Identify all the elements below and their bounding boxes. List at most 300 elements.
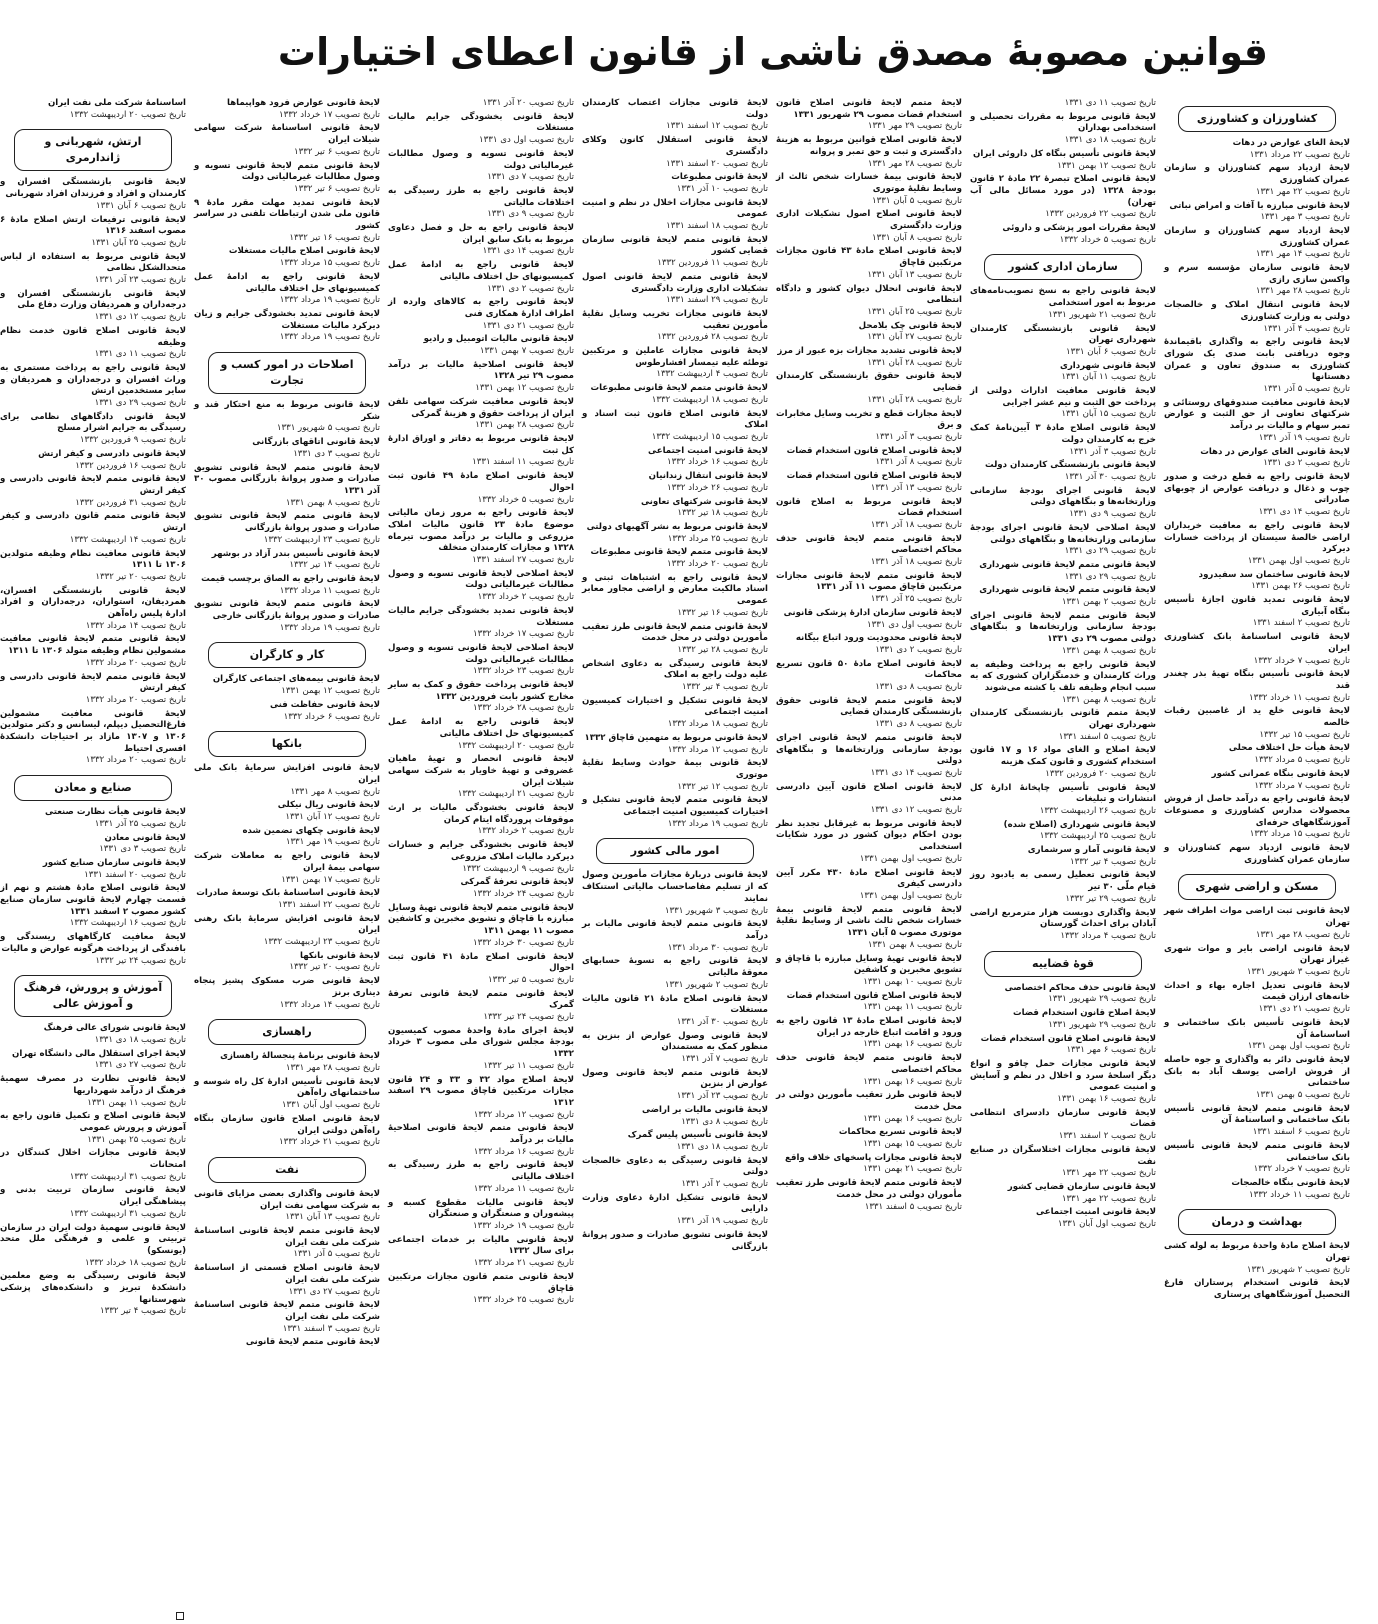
approval-date: تاریخ تصویب ۱۶ مرداد ۱۳۳۲ — [473, 1146, 574, 1157]
approval-date: تاریخ تصویب ۲۵ آذر ۱۳۳۱ — [870, 594, 962, 605]
text-column — [776, 98, 962, 1598]
law-title: لایحۀ قانونی متمم لایحۀ قانونی سازمان قضایی کشور — [582, 234, 768, 257]
law-title: لایحۀ قانونی متمم لایحۀ قانونی اصلاحیۀ مالیات بر درآمد — [388, 1123, 574, 1146]
section-heading: بانکها — [208, 731, 366, 757]
law-title: لایحۀ قانونی متمم لایحۀ قانونی حقوق بازنشستگی کارمندان قضایی — [776, 695, 962, 718]
approval-date: تاریخ تصویب ۱۴ مرداد ۱۳۳۲ — [279, 999, 380, 1010]
approval-date: تاریخ تصویب ۱۱ مرداد ۱۳۳۲ — [473, 1183, 574, 1194]
law-title: لایحۀ قانونی محدودیت ورود اتباع بیگانه — [795, 633, 962, 644]
law-title: لایحۀ قانونی مجازات اخلال کنندگان در امتحانات — [0, 1148, 186, 1171]
law-title: لایحۀ قانونی اصلاح قانون سازمان بنگاه راه‌آهن دولتی ایران — [194, 1113, 380, 1136]
law-title: لایحۀ قانونی سازمان دادسرای انتظامی قضات — [970, 1107, 1156, 1130]
law-title: لایحۀ قانونی متمم لایحۀ قانونی اجرای بودجۀ سازمانی وزارتخانه‌ها و بنگاههای دولتی مصوب ۲۹ دی ۱۳۳۱ — [970, 610, 1156, 645]
approval-date: تاریخ تصویب ۲۰ تیر ۱۳۳۲ — [289, 962, 380, 973]
law-title: لایحۀ قانونی افزایش سرمایۀ بانک رهنی ایران — [194, 913, 380, 936]
section-heading: ارتش، شهربانی و ژاندارمری — [14, 129, 172, 171]
law-title: لایحۀ قانونی بازنشستگی افسران و کارمندان و افراد و فرزندان افراد شهربانی — [0, 177, 186, 200]
approval-date: تاریخ تصویب ۱۶ خرداد ۱۳۳۲ — [667, 457, 768, 468]
approval-date: تاریخ تصویب ۲۹ شهریور ۱۳۳۱ — [1048, 994, 1156, 1005]
approval-date: تاریخ تصویب ۲۴ تیر ۱۳۳۲ — [95, 955, 186, 966]
law-title: لایحۀ قانونی معافیت نظام وظیفه متولدین ۱۳۰۶ تا ۱۳۱۱ — [0, 548, 186, 571]
law-title: لایحۀ قانونی وصول عوارض از بنزین به منظور کمک به مستمندان — [582, 1030, 768, 1053]
approval-date: تاریخ تصویب ۱۱ خرداد ۱۳۳۲ — [1249, 1189, 1350, 1200]
law-title: لایحۀ قانونی اصلاح قانون استخدام قضات — [786, 990, 962, 1001]
approval-date: تاریخ تصویب ۱۹ آذر ۱۳۳۱ — [1258, 432, 1350, 443]
approval-date: تاریخ تصویب اول بهمن ۱۳۳۱ — [1247, 1041, 1350, 1052]
approval-date: تاریخ تصویب ۲ آذر ۱۳۳۱ — [681, 1179, 768, 1190]
law-title: لایحۀ قانونی اساسنامۀ شرکت سهامی شیلات ایران — [194, 123, 380, 146]
approval-date: تاریخ تصویب ۱۲ دی ۱۳۳۱ — [870, 805, 962, 816]
law-title: لایحۀ قانونی بازنشستگی کارمندان شهرداری تهران — [970, 323, 1156, 346]
law-title: لایحۀ قانونی دائر به واگذاری و جوه حاصله از فروش اراضی یوسف آباد به بانک ساختمانی — [1164, 1054, 1350, 1089]
corner-square-icon — [176, 1612, 184, 1620]
approval-date: تاریخ تصویب ۵ آبان ۱۳۳۱ — [872, 195, 962, 206]
law-title: لایحۀ قانونی تمدید بخشودگی جرایم مالیات مستغلات — [388, 605, 574, 628]
law-title: لایحۀ قانونی مالیات بر اراضی — [642, 1104, 768, 1115]
law-title: لایحۀ قانونی خلع ید از غاصبین رقبات خالصه — [1164, 706, 1350, 729]
approval-date: تاریخ تصویب ۵ خرداد ۱۳۳۲ — [1059, 234, 1156, 245]
columns-container — [0, 98, 1350, 1598]
law-title: لایحۀ قانونی اصلاح قسمتی از اساسنامۀ شرکت ملی نفت ایران — [194, 1263, 380, 1285]
approval-date: تاریخ تصویب ۲۱ شهریور ۱۳۳۱ — [1048, 309, 1156, 320]
approval-date: تاریخ تصویب ۱۶ بهمن ۱۳۳۱ — [863, 1076, 962, 1087]
law-title: لایحۀ قانونی مربوط به اصلاح قانون استخدام قضات — [776, 496, 962, 519]
law-title: لایحۀ قانونی راجع به پرداخت وظیفه به وراث کارمندان و خدمتگزاران کشوری که به سبب انجام وظیفه تلف یا کشته می‌شوند — [970, 659, 1156, 693]
law-title: لایحۀ هیأت حل اختلاف محلی — [1228, 743, 1350, 754]
approval-date: تاریخ تصویب ۱۱ خرداد ۱۳۳۲ — [1249, 692, 1350, 703]
law-title: لایحۀ قانونی اجرای بودجۀ سازمانی وزارتخانه‌ها و بنگاههای دولتی — [970, 485, 1156, 508]
law-title: لایحۀ قانونی بخشودگی مالیات بر ارث موقوفات پروردگاه ایتام کرمان — [388, 803, 574, 825]
approval-date: تاریخ تصویب ۱۸ اردیبهشت ۱۳۳۲ — [651, 394, 768, 405]
law-title: لایحۀ قانونی بازنشستگی افسران، همردیفان، استواران، درجه‌داران و افراد ادارۀ پلیس راه‌آهن — [0, 585, 186, 620]
approval-date: تاریخ تصویب ۱۲ آبان ۱۳۳۱ — [285, 812, 380, 823]
law-title: لایحۀ قانونی معافیت مشمولین فارغ‌التحصیل دیپلم، لیسانس و دکتر متولدین ۱۳۰۶ و ۱۳۰۷ مازاد بر احتیاجات دانشکدۀ افسری احتیاط — [0, 708, 186, 754]
approval-date: تاریخ تصویب ۳۱ فروردین ۱۳۳۲ — [75, 497, 186, 508]
approval-date: تاریخ تصویب ۱۱ بهمن ۱۳۳۱ — [863, 1002, 962, 1013]
approval-date: تاریخ تصویب ۲۹ دی ۱۳۳۱ — [1064, 546, 1156, 557]
approval-date: تاریخ تصویب ۱۲ مرداد ۱۳۳۲ — [667, 744, 768, 755]
law-title: لایحۀ قانونی چکهای تضمین شده — [242, 825, 380, 836]
law-title: اساسنامۀ شرکت ملی نفت ایران — [47, 98, 186, 108]
law-title: لایحۀ واگذاری دویست هزار مترمربع اراضی آبادان برای احداث گورستان — [970, 907, 1156, 930]
approval-date: تاریخ تصویب ۲۰ مرداد ۱۳۳۲ — [85, 755, 186, 766]
approval-date: تاریخ تصویب ۴ مرداد ۱۳۳۲ — [1060, 931, 1156, 941]
approval-date: تاریخ تصویب ۲۹ اسفند ۱۳۳۱ — [666, 295, 768, 306]
approval-date: تاریخ تصویب ۷ مرداد ۱۳۳۲ — [1254, 780, 1350, 791]
law-title: لایحۀ قانونی تمدید قانون اجازۀ تأسیس بنگاه آبیاری — [1164, 595, 1350, 617]
approval-date: تاریخ تصویب ۲۱ دی ۱۳۳۱ — [1258, 1004, 1350, 1015]
law-title: لایحۀ قانونی عوارض فرود هواپیماها — [226, 98, 380, 108]
law-title: لایحۀ قانونی متمم لایحۀ قانونی مالیات بر درآمد — [582, 919, 768, 941]
approval-date: تاریخ تصویب ۲۰ تیر ۱۳۳۲ — [95, 571, 186, 582]
law-title: لایحۀ قانونی متمم لایحۀ قانونی مطبوعات — [590, 383, 768, 394]
law-title: لایحۀ قانونی مربوط به استفاده از لباس متحدالشکل نظامی — [0, 251, 186, 274]
law-title: لایحۀ قانونی راجع به قطع درخت و صدور چوب و ذغال و دریافت عوارض از چوبهای صادراتی — [1164, 471, 1350, 506]
law-title: لایحۀ قانونی متمم لایحۀ قانونی بیمۀ خسارات شخص ثالث ناشی از وسایط نقلیۀ موتوری مصوب ۵ آبان ۱۳۳۱ — [776, 904, 962, 939]
law-title: لایحۀ قانونی بخشودگی جرایم مالیات مستغلات — [388, 111, 574, 134]
law-title: لایحۀ قانونی اصلاح قانون ثبت اسناد و املاک — [582, 408, 768, 431]
approval-date: تاریخ تصویب ۲ خرداد ۱۳۳۲ — [477, 592, 574, 603]
approval-date: تاریخ تصویب ۱۸ تیر ۱۳۳۲ — [677, 508, 768, 519]
approval-date: تاریخ تصویب ۲۹ مهر ۱۳۳۱ — [867, 121, 962, 132]
approval-date: تاریخ تصویب ۱۲ بهمن ۱۳۳۱ — [281, 686, 380, 697]
approval-date: تاریخ تصویب ۲۵ مرداد ۱۳۳۲ — [667, 533, 768, 544]
approval-date: تاریخ تصویب ۶ خرداد ۱۳۳۲ — [283, 711, 380, 722]
law-title: لایحۀ قانونی ضرب مسکوک پشیز پنجاه دیناری برنز — [194, 976, 380, 998]
approval-date: تاریخ تصویب ۲۴ خرداد ۱۳۳۲ — [473, 889, 574, 899]
law-title: لایحۀ قانونی اراضی بایر و موات شهری غیراز تهران — [1164, 943, 1350, 966]
approval-date: تاریخ تصویب ۲۴ تیر ۱۳۳۲ — [483, 1012, 574, 1023]
approval-date: تاریخ تصویب ۹ دی ۱۳۳۱ — [1069, 509, 1156, 520]
approval-date: تاریخ تصویب ۱۶ فروردین ۱۳۳۲ — [75, 460, 186, 471]
approval-date: تاریخ تصویب ۸ بهمن ۱۳۳۱ — [1061, 645, 1156, 656]
law-title: لایحۀ قانونی متمم لایحۀ قانونی تأسیس بانک ساختمانی — [1164, 1140, 1350, 1163]
law-title: لایحۀ قانونی بخشودگی جرایم و خسارات دیرکرد مالیات املاک مزروعی — [388, 840, 574, 862]
approval-date: تاریخ تصویب ۸ آذر ۱۳۳۱ — [875, 457, 962, 468]
approval-date: تاریخ تصویب ۲ دی ۱۳۳۱ — [875, 644, 962, 655]
law-title: لایحۀ قانونی اصلاح قانون استخدام قضات — [786, 471, 962, 482]
law-title: لایحۀ الغای عوارض در دهات — [1232, 138, 1350, 148]
law-title: لایحۀ قانونی اصلاح مادۀ ۴۳۰ مکرر آیین دادرسی کیفری — [776, 867, 962, 890]
law-title: لایحۀ قانونی متمم لایحۀ قانونی تأسیس بانک ساختمانی و اساسنامۀ آن — [1164, 1103, 1350, 1126]
approval-date: تاریخ تصویب ۱۹ مرداد ۱۳۳۲ — [279, 332, 380, 343]
law-title: لایحۀ قانونی راجع به مرور زمان مالیاتی موضوع مادۀ ۲۳ قانون مالیات املاک مزروعی و مالیات بر درآمد مصوب تیرماه ۱۳۲۸ و مجازات کارمندان متخلف — [388, 508, 574, 554]
approval-date: تاریخ تصویب ۲ دی ۱۳۳۱ — [487, 283, 574, 294]
law-title: لایحۀ اجرای مادۀ واحدۀ مصوب کمیسیون بودجۀ مجلس شورای ملی مصوب ۳ خرداد ۱۳۳۲ — [388, 1025, 574, 1060]
approval-date: تاریخ تصویب اول دی ۱۳۳۱ — [479, 135, 574, 146]
law-title: لایحۀ قانونی مالیات اتومبیل و رادیو — [423, 334, 574, 345]
law-title: لایحۀ قانونی مربوط به متهمین قاچاق ۱۳۳۲ — [584, 732, 768, 743]
law-title: لایحۀ قانونی رسیدگی به وضع معلمین دانشکدۀ تبریز و دانشکده‌های پزشکی شهرستانها — [0, 1271, 186, 1305]
law-title: لایحۀ قانونی تهیۀ وسایل مبارزه با قاچاق و تشویق مخبرین و کاشفین — [776, 953, 962, 976]
law-title: لایحۀ قانونی ترفیعات ارتش اصلاح مادۀ ۶ مصوب اسفند ۱۳۱۶ — [0, 214, 186, 237]
approval-date: تاریخ تصویب ۱۷ خرداد ۱۳۳۲ — [279, 109, 380, 120]
law-title: لایحۀ قانونی ازدیاد سهم کشاورزان و سازمان عمران کشاورزی — [1164, 843, 1350, 865]
law-title: لایحۀ قانونی معافیت شرکت سهامی تلفن ایران از پرداخت حقوق و هزینۀ گمرکی — [388, 396, 574, 419]
law-title: لایحۀ قانونی مجازات عاملین و مرتکبین توطئه علیه تیمسار افشارطوس — [582, 346, 768, 368]
law-title: لایحۀ متمم لایحۀ قانونی اصلاح قانون استخدام قضات مصوب ۲۹ شهریور ۱۳۳۱ — [776, 98, 962, 120]
approval-date: تاریخ تصویب ۷ خرداد ۱۳۳۲ — [1253, 1164, 1350, 1175]
law-title: لایحۀ قانونی تأسیس بانک ساختمانی و اساسنامۀ آن — [1164, 1017, 1350, 1040]
approval-date: تاریخ تصویب ۲۷ اسفند ۱۳۳۱ — [472, 555, 574, 566]
approval-date: تاریخ تصویب ۱۸ مرداد ۱۳۳۲ — [667, 719, 768, 730]
section-heading: امور مالی کشور — [596, 838, 754, 864]
law-title: لایحۀ قانونی مجازات اعتصاب کارمندان دولت — [582, 98, 768, 120]
approval-date: تاریخ تصویب ۱۶ بهمن ۱۳۳۱ — [863, 1039, 962, 1050]
approval-date: تاریخ تصویب ۱۳ آبان ۱۳۳۱ — [285, 1212, 380, 1223]
law-title: لایحۀ قانونی متمم لایحۀ قانونی شهرداری — [979, 559, 1156, 570]
approval-date: تاریخ تصویب ۶ تیر ۱۳۳۲ — [294, 146, 380, 157]
approval-date: تاریخ تصویب ۱۳ آذر ۱۳۳۱ — [870, 482, 962, 493]
approval-date: تاریخ تصویب ۷ بهمن ۱۳۳۱ — [479, 346, 574, 357]
approval-date: تاریخ تصویب ۲۸ مهر ۱۳۳۱ — [1255, 929, 1350, 940]
law-title: لایحۀ قانونی معافیت صندوقهای روستائی و شرکتهای تعاونی از حق الثبت و عوارض تمبر سهام و مالیات بر درآمد — [1164, 397, 1350, 432]
law-title: لایحۀ ازدیاد سهم کشاورزان و سازمان عمران کشاورزی — [1164, 225, 1350, 248]
approval-date: تاریخ تصویب ۲۶ اردیبهشت ۱۳۳۲ — [1039, 805, 1156, 816]
approval-date: تاریخ تصویب ۲۹ دی ۱۳۳۱ — [94, 398, 186, 409]
approval-date: تاریخ تصویب ۶ آبان ۱۳۳۱ — [96, 200, 186, 211]
approval-date: تاریخ تصویب ۱۷ خرداد ۱۳۳۲ — [473, 629, 574, 640]
law-title: لایحۀ قانونی مربوط به دفاتر و اوراق ادارۀ کل ثبت — [388, 433, 574, 456]
approval-date: تاریخ تصویب ۱۲ دی ۱۳۳۱ — [94, 312, 186, 323]
approval-date: تاریخ تصویب ۲۳ خرداد ۱۳۳۲ — [473, 666, 574, 677]
approval-date: تاریخ تصویب ۲ اسفند ۱۳۳۱ — [1058, 1131, 1156, 1142]
law-title: لایحۀ قانونی متمم لایحۀ قانونی تشکیل و اختیارات کمیسیون امنیت اجتماعی — [582, 795, 768, 818]
approval-date: تاریخ تصویب ۲۲ مهر ۱۳۳۱ — [1061, 1193, 1156, 1204]
law-title: لایحۀ قانونی تمدید مهلت مقرر مادۀ ۹ قانون ملی شدن ارتباطات تلفنی در سراسر کشور — [194, 197, 380, 232]
law-title: لایحۀ قانونی اصلاح قانون استخدام قضات — [786, 445, 962, 456]
law-title: لایحۀ مقررات امور پزشکی و داروئی — [1002, 223, 1156, 234]
approval-date: تاریخ تصویب ۱۵ مرداد ۱۳۳۲ — [279, 258, 380, 269]
law-title: لایحۀ قانونی اصلاح قانون آیین دادرسی مدنی — [776, 781, 962, 804]
approval-date: تاریخ تصویب ۱۵ بهمن ۱۳۳۱ — [863, 1139, 962, 1150]
law-title: لایحۀ قانونی مجازات تخریب وسایل نقلیۀ مأمورین تعقیب — [582, 308, 768, 331]
text-column — [388, 98, 574, 1598]
approval-date: تاریخ تصویب ۲۳ اردیبهشت ۱۳۳۲ — [263, 534, 380, 545]
law-title: لایحۀ قانونی بنگاه عمرانی کشور — [1211, 768, 1350, 779]
approval-date: تاریخ تصویب ۳۱ اردیبهشت ۱۳۳۲ — [69, 1171, 186, 1182]
approval-date: تاریخ تصویب ۲۷ دی ۱۳۳۱ — [288, 1286, 380, 1297]
law-title: لایحۀ قانونی مجازات حمل چاقو و انواع دیگر اسلحۀ سرد و اخلال در نظم و آسایش و امنیت عمومی — [970, 1058, 1156, 1093]
law-title: لایحۀ قانونی راجع به پرداخت مستمری به وراث افسران و درجه‌داران و همردیفان و سایر مستخدمین ارتش — [0, 362, 186, 397]
approval-date: تاریخ تصویب ۳ شهریور ۱۳۳۱ — [664, 905, 768, 916]
law-title: لایحۀ قانونی تشکیل و اختیارات کمیسیون امنیت اجتماعی — [582, 695, 768, 718]
approval-date: تاریخ تصویب ۲۳ آذر ۱۳۳۱ — [676, 1091, 768, 1102]
law-title: لایحۀ قانونی مربوط به غیرقابل تجدید نظر بودن احکام دیوان کشور در مورد شکایات استخدامی — [776, 818, 962, 853]
approval-date: تاریخ تصویب ۱۲ بهمن ۱۳۳۱ — [475, 383, 574, 394]
law-title: لایحۀ قانونی اتاقهای بازرگانی — [252, 437, 380, 448]
law-title: لایحۀ قانونی متمم لایحۀ قانونی طرز تعقیب مأمورین دولتی در محل خدمت — [582, 621, 768, 644]
law-title: لایحۀ قانونی تشکیل ادارۀ دعاوی وزارت دارایی — [582, 1192, 768, 1215]
law-title: لایحۀ اصلاح قانون استخدام قضات — [1012, 1008, 1156, 1019]
approval-date: تاریخ تصویب ۲۶ خرداد ۱۳۳۲ — [667, 482, 768, 493]
law-title: لایحۀ قانونی اصلاح مادۀ ۱۳ قانون راجع به ورود و اقامت اتباع خارجه در ایران — [776, 1016, 962, 1038]
approval-date: تاریخ تصویب ۳۰ آذر ۱۳۳۱ — [1064, 471, 1156, 482]
law-title: لایحۀ قانونی راجع به کالاهای وارده از اطراف ادارۀ همکاری فنی — [388, 297, 574, 319]
approval-date: تاریخ تصویب ۹ دی ۱۳۳۱ — [487, 209, 574, 220]
law-title: لایحۀ قانونی مربوط به منع احتکار قند و شکر — [194, 400, 380, 422]
approval-date: تاریخ تصویب ۲۰ اسفند ۱۳۳۱ — [666, 158, 768, 169]
approval-date: تاریخ تصویب ۲۸ مهر ۱۳۳۱ — [285, 1063, 380, 1073]
approval-date: تاریخ تصویب ۱۴ اردیبهشت ۱۳۳۲ — [69, 534, 186, 545]
approval-date: تاریخ تصویب ۱۸ دی ۱۳۳۱ — [94, 1035, 186, 1045]
law-title: لایحۀ قانونی نظارت در مصرف سهمیۀ فرهنگ از درآمد شهرداریها — [0, 1074, 186, 1096]
law-title: لایحۀ قانونی راجع به اشتباهات ثبتی و اسناد مالکیت معارض و اراضی مجاور معابر عمومی — [582, 572, 768, 607]
approval-date: تاریخ تصویب ۲۷ دی ۱۳۳۱ — [94, 1060, 186, 1071]
text-column — [1164, 98, 1350, 1598]
approval-date: تاریخ تصویب ۶ آبان ۱۳۳۱ — [1066, 346, 1156, 357]
approval-date: تاریخ تصویب ۶ مهر ۱۳۳۱ — [1066, 1045, 1156, 1056]
section-heading: کار و کارگران — [208, 642, 366, 668]
approval-date: تاریخ تصویب ۱۹ مرداد ۱۳۳۲ — [279, 622, 380, 633]
approval-date: تاریخ تصویب ۸ دی ۱۳۳۱ — [681, 1116, 768, 1127]
law-title: لایحۀ قانونی بازنشستگی کارمندان دولت — [984, 460, 1156, 471]
law-title: لایحۀ قانونی متمم لایحۀ قانونی اساسنامۀ شرکت ملی نفت ایران — [194, 1226, 380, 1248]
section-heading: نفت — [208, 1157, 366, 1183]
approval-date: تاریخ تصویب اول بهمن ۱۳۳۱ — [859, 891, 962, 901]
approval-date: تاریخ تصویب ۱۱ فروردین ۱۳۳۲ — [657, 258, 768, 269]
approval-date: تاریخ تصویب ۱۸ آذر ۱۳۳۱ — [870, 557, 962, 568]
approval-date: تاریخ تصویب ۲۱ دی ۱۳۳۱ — [482, 320, 574, 331]
section-heading: صنایع و معادن — [14, 775, 172, 801]
law-title: لایحۀ قانونی راجع به نسخ تصویب‌نامه‌های مربوط به امور استخدامی — [970, 286, 1156, 309]
approval-date: تاریخ تصویب ۱۶ بهمن ۱۳۳۱ — [1057, 1094, 1156, 1105]
approval-date: تاریخ تصویب اول دی ۱۳۳۱ — [867, 619, 962, 630]
approval-date: تاریخ تصویب ۵ خرداد ۱۳۳۲ — [477, 494, 574, 505]
law-title: لایحۀ مجازات قطع و تخریب وسایل مخابرات و برق — [776, 408, 962, 431]
law-title: لایحۀ قانونی رسیدگی به دعاوی اشخاص علیه دولت راجع به املاک — [582, 658, 768, 681]
approval-date: تاریخ تصویب ۱۲ اسفند ۱۳۳۱ — [666, 121, 768, 132]
law-title: لایحۀ قانونی راجع به طرز رسیدگی به اختلافات مالیاتی — [388, 185, 574, 208]
law-title: لایحۀ قانونی اصلاح و تکمیل قانون راجع به آموزش و پرورش عمومی — [0, 1111, 186, 1133]
approval-date: تاریخ تصویب ۲۲ فروردین ۱۳۳۲ — [1045, 209, 1156, 220]
approval-date: تاریخ تصویب ۲۵ آبان ۱۳۳۱ — [867, 306, 962, 317]
law-title: لایحۀ قانونی اصلاح مادۀ ۳ آیین‌نامۀ کمک خرج به کارمندان دولت — [970, 423, 1156, 445]
law-title: لایحۀ معافیت کارگاههای ریسندگی و بافندگی از پرداخت هرگونه عوارض و مالیات — [0, 932, 186, 954]
approval-date: تاریخ تصویب ۱۰ آذر ۱۳۳۱ — [676, 183, 768, 194]
law-title: لایحۀ قانونی شورای عالی فرهنگ — [43, 1023, 186, 1034]
law-title: لایحۀ قانونی مجازات اختلاسگران در صنایع نفت — [970, 1144, 1156, 1167]
approval-date: تاریخ تصویب ۱۴ دی ۱۳۳۱ — [870, 767, 962, 778]
approval-date: تاریخ تصویب ۲۹ شهریور ۱۳۳۱ — [1048, 1019, 1156, 1030]
approval-date: تاریخ تصویب ۲۸ آبان ۱۳۳۱ — [867, 357, 962, 368]
law-title: لایحۀ ازدیاد سهم کشاورزان و سازمان عمران کشاورزی — [1164, 163, 1350, 186]
law-title: لایحۀ قانونی تعرفۀ گمرکی — [460, 877, 574, 888]
law-title: لایحۀ قانونی راجع به درآمد حاصل از فروش محصولات مدارس کشاورزی و مصنوعات آموزشگاههای حرفه‌ای — [1164, 794, 1350, 828]
law-title: لایحۀ قانونی راجع به واگذاری باقیماندۀ وجوه دریافتی بابت صدی یک شورای کشاورزی به صندوق تعاون و عمران دهستانها — [1164, 337, 1350, 383]
approval-date: تاریخ تصویب ۱۱ مرداد ۱۳۳۲ — [279, 585, 380, 596]
law-title: لایحۀ قانونی الغای عوارض در دهات — [1200, 446, 1350, 457]
law-title: لایحۀ قانونی انتقال زندانیان — [648, 471, 768, 482]
law-title: لایحۀ قانونی معافیت ادارات دولتی از پرداخت حق الثبت و نیم عشر اجرایی — [970, 386, 1156, 408]
law-title: لایحۀ قانونی متمم لایحۀ قانونی حذف محاکم اختصاصی — [776, 533, 962, 556]
approval-date: تاریخ تصویب ۱۵ مرداد ۱۳۳۲ — [1249, 829, 1350, 840]
approval-date: تاریخ تصویب ۲۵ آذر ۱۳۳۱ — [94, 818, 186, 829]
law-title: لایحۀ قانونی دادرسی و کیفر ارتش — [38, 448, 186, 459]
approval-date: تاریخ تصویب ۱۹ مرداد ۱۳۳۲ — [667, 818, 768, 829]
section-heading: راهسازی — [208, 1019, 366, 1045]
approval-date: تاریخ تصویب ۶ اسفند ۱۳۳۱ — [1252, 1127, 1350, 1138]
law-title: لایحۀ اصلاحی لایحۀ قانونی اجرای بودجۀ سازمانی وزارتخانه‌ها و بنگاههای دولتی — [970, 522, 1156, 545]
approval-date: تاریخ تصویب ۸ مهر ۱۳۳۱ — [290, 786, 380, 797]
approval-date: تاریخ تصویب ۲۲ اسفند ۱۳۳۱ — [278, 899, 380, 910]
law-title: لایحۀ قانونی اصلاح اصول تشکیلات اداری وزارت دادگستری — [776, 209, 962, 232]
law-title: لایحۀ قانونی مربوط به مقررات تحصیلی و استخدامی بهداران — [970, 111, 1156, 134]
approval-date: تاریخ تصویب ۱۸ آذر ۱۳۳۱ — [870, 519, 962, 530]
approval-date: تاریخ تصویب ۵ مرداد ۱۳۳۲ — [1254, 755, 1350, 766]
approval-date: تاریخ تصویب ۲۸ فروردین ۱۳۳۲ — [657, 332, 768, 343]
law-title: لایحۀ قانونی دربارۀ مجازات مأمورین وصول که از تسلیم مفاصاحساب مالیاتی استنکاف نمایند — [582, 870, 768, 904]
law-title: لایحۀ قانونی استخدام پرستاران فارغ التحصیل آموزشگاههای پرستاری — [1164, 1278, 1350, 1301]
approval-date: تاریخ تصویب ۲ دی ۱۳۳۱ — [1263, 458, 1350, 469]
law-title: لایحۀ قانونی متمم لایحۀ قانونی تشویق صادرات و صدور پروانۀ بازرگانی — [194, 511, 380, 534]
approval-date: تاریخ تصویب ۱۸ دی ۱۳۳۱ — [676, 1141, 768, 1152]
law-title: لایحۀ قانونی مربوط به نشر آگهیهای دولتی — [586, 521, 768, 532]
law-title: لایحۀ قانونی حفاظت فنی — [269, 699, 380, 710]
law-title: لایحۀ قانونی سازمان تربیت بدنی و پیشاهنگی ایران — [0, 1185, 186, 1208]
law-title: لایحۀ قانونی هیأت نظارت صنعتی — [45, 807, 186, 818]
approval-date: تاریخ تصویب ۴ تیر ۱۳۳۲ — [682, 682, 768, 693]
law-title: لایحۀ قانونی راجع به ادامۀ عمل کمیسیونهای حل اختلاف مالیاتی — [388, 260, 574, 282]
law-title: لایحۀ قانونی متمم لایحۀ قانونی شهرداری — [979, 585, 1156, 596]
approval-date: تاریخ تصویب ۲ بهمن ۱۳۳۱ — [1061, 597, 1156, 608]
law-title: لایحۀ قانونی مالیات مقطوع کسبه و پیشه‌وران و صنعتگران و صنعتگران — [388, 1197, 574, 1220]
approval-date: تاریخ تصویب ۲۰ آذر ۱۳۳۱ — [482, 98, 574, 108]
law-title: لایحۀ قانونی ساختمان سد سفیدرود — [1198, 569, 1350, 580]
law-title: لایحۀ متمم قانونی بازنشستگی کارمندان شهرداری تهران — [970, 708, 1156, 731]
law-title: لایحۀ قانونی متمم لایحۀ قانونی وصول عوارض از بنزین — [582, 1067, 768, 1090]
approval-date: تاریخ تصویب ۳۰ خرداد ۱۳۳۲ — [473, 937, 574, 948]
approval-date: تاریخ تصویب ۳۰ آذر ۱۳۳۱ — [676, 1016, 768, 1027]
law-title: لایحۀ قانونی ثبت اراضی موات اطراف شهر تهران — [1164, 906, 1350, 929]
law-title: لایحۀ قانونی راجع به ادامۀ عمل کمیسیونهای حل اختلاف مالیاتی — [194, 271, 380, 294]
approval-date: تاریخ تصویب ۲۹ تیر ۱۳۳۲ — [1065, 893, 1156, 904]
law-title: لایحۀ قانونی راجع به تسویۀ حسابهای معوقۀ مالیاتی — [582, 956, 768, 979]
law-title: لایحۀ اصلاحی لایحۀ قانونی تسویه و وصول مطالبات غیرمالیاتی دولت — [388, 568, 574, 591]
law-title: لایحۀ قانونی راجع به طرز رسیدگی به اختلاف مالیاتی — [388, 1160, 574, 1183]
approval-date: تاریخ تصویب ۲۸ تیر ۱۳۳۲ — [677, 644, 768, 655]
approval-date: تاریخ تصویب ۲۳ اردیبهشت ۱۳۳۲ — [263, 937, 380, 948]
law-title: لایحۀ قانونی تأسیس بندر آزاد در بوشهر — [211, 548, 380, 559]
law-title: لایحۀ قانونی بانکها — [300, 950, 380, 961]
approval-date: تاریخ تصویب ۲۸ خرداد ۱۳۳۲ — [473, 703, 574, 714]
approval-date: تاریخ تصویب ۱۶ بهمن ۱۳۳۱ — [863, 1113, 962, 1124]
text-column — [0, 98, 186, 1598]
approval-date: تاریخ تصویب ۲۶ بهمن ۱۳۳۱ — [1251, 581, 1350, 592]
law-title: لایحۀ قانونی بیمۀ حوادث وسایط نقلیۀ موتوری — [582, 758, 768, 780]
approval-date: تاریخ تصویب ۳ دی ۱۳۳۱ — [293, 448, 380, 459]
approval-date: تاریخ تصویب ۴ تیر ۱۳۳۲ — [1070, 856, 1156, 867]
approval-date: تاریخ تصویب ۱۲ مرداد ۱۳۳۲ — [473, 1109, 574, 1120]
law-title: لایحۀ قانونی متمم لایحۀ قانونی اساسنامۀ شرکت ملی نفت ایران — [194, 1300, 380, 1322]
approval-date: تاریخ تصویب ۱۴ دی ۱۳۳۱ — [1258, 507, 1350, 518]
law-title: لایحۀ اجرای استقلال مالی دانشگاه تهران — [12, 1048, 186, 1059]
approval-date: تاریخ تصویب ۲۰ فروردین ۱۳۳۲ — [1045, 768, 1156, 779]
approval-date: تاریخ تصویب ۲۰ خرداد ۱۳۳۲ — [667, 559, 768, 570]
section-heading: قوۀ قضاییه — [984, 951, 1142, 977]
approval-date: تاریخ تصویب ۱۳ آبان ۱۳۳۱ — [867, 269, 962, 280]
approval-date: تاریخ تصویب ۱۹ خرداد ۱۳۳۲ — [473, 1220, 574, 1231]
law-title: لایحۀ اصلاحی لایحۀ قانونی تسویه و وصول مطالبات غیرمالیاتی دولت — [388, 642, 574, 665]
law-title: لایحۀ قانونی متمم لایحۀ قانونی تشویق صادرات و صدور پروانۀ بازرگانی خارجی — [194, 599, 380, 622]
approval-date: تاریخ تصویب ۲۱ خرداد ۱۳۳۲ — [279, 1137, 380, 1148]
approval-date: تاریخ تصویب ۱۱ آبان ۱۳۳۱ — [1061, 372, 1156, 383]
approval-date: تاریخ تصویب ۴ اردیبهشت ۱۳۳۲ — [656, 369, 768, 380]
law-title: لایحۀ قانونی مجازات اخلال در نظم و امنیت عمومی — [582, 197, 768, 220]
law-title: لایحۀ قانونی متمم لایحۀ قانونی معافیت مشمولین نظام وظیفه متولد ۱۳۰۶ تا ۱۳۱۱ — [0, 634, 186, 657]
approval-date: تاریخ تصویب ۱۵ تیر ۱۳۳۲ — [1259, 729, 1350, 740]
approval-date: تاریخ تصویب ۲۵ اردیبهشت ۱۳۳۲ — [1039, 831, 1156, 842]
law-title: لایحۀ قانونی بازنشستگی افسران و درجه‌داران و همردیفان وزارت دفاع ملی — [0, 288, 186, 311]
law-title: لایحۀ قانونی متمم قانون مجازات مرتکبین قاچاق — [388, 1271, 574, 1294]
law-title: لایحۀ قانونی انتقال املاک و خالصجات دولتی به وزارت کشاورزی — [1164, 300, 1350, 322]
law-title: لایحۀ قانونی متمم لایحۀ قانونی تشویق صادرات و صدور پروانۀ بازرگانی مصوب ۳۰ آذر ۱۳۳۱ — [194, 462, 380, 496]
law-title: لایحۀ قانونی متمم لایحۀ قانونی دادرسی و کیفر ارتش — [0, 671, 186, 694]
section-heading: بهداشت و درمان — [1178, 1209, 1336, 1235]
approval-date: تاریخ تصویب اول آبان ۱۳۳۱ — [281, 1100, 380, 1111]
approval-date: تاریخ تصویب ۲۰ اردیبهشت ۱۳۳۲ — [69, 109, 186, 120]
approval-date: تاریخ تصویب ۲ اسفند ۱۳۳۱ — [1252, 618, 1350, 629]
approval-date: تاریخ تصویب ۱۶ اردیبهشت ۱۳۳۲ — [69, 918, 186, 929]
law-title: لایحۀ قانونی متمم لایحۀ قانونی طرز تعقیب مأموران دولتی در محل خدمت — [776, 1178, 962, 1200]
law-title: لایحۀ قانونی استقلال کانون وکلای دادگستری — [582, 135, 768, 157]
approval-date: تاریخ تصویب ۸ دی ۱۳۳۱ — [875, 682, 962, 693]
law-title: لایحۀ قانونی سازمان صنایع کشور — [42, 857, 186, 868]
approval-date: تاریخ تصویب ۱۱ دی ۱۳۳۱ — [94, 349, 186, 360]
law-title: لایحۀ قانونی تشویق صادرات و صدور پروانۀ بازرگانی — [582, 1229, 768, 1252]
law-title: لایحۀ قانونی متمم لایحۀ قانونی تهیۀ وسایل مبارزه با قاچاق و تشویق مخبرین و کاشفین مصوب ۱۱ بهمن ۱۳۱۱ — [388, 902, 574, 937]
text-column — [582, 98, 768, 1598]
